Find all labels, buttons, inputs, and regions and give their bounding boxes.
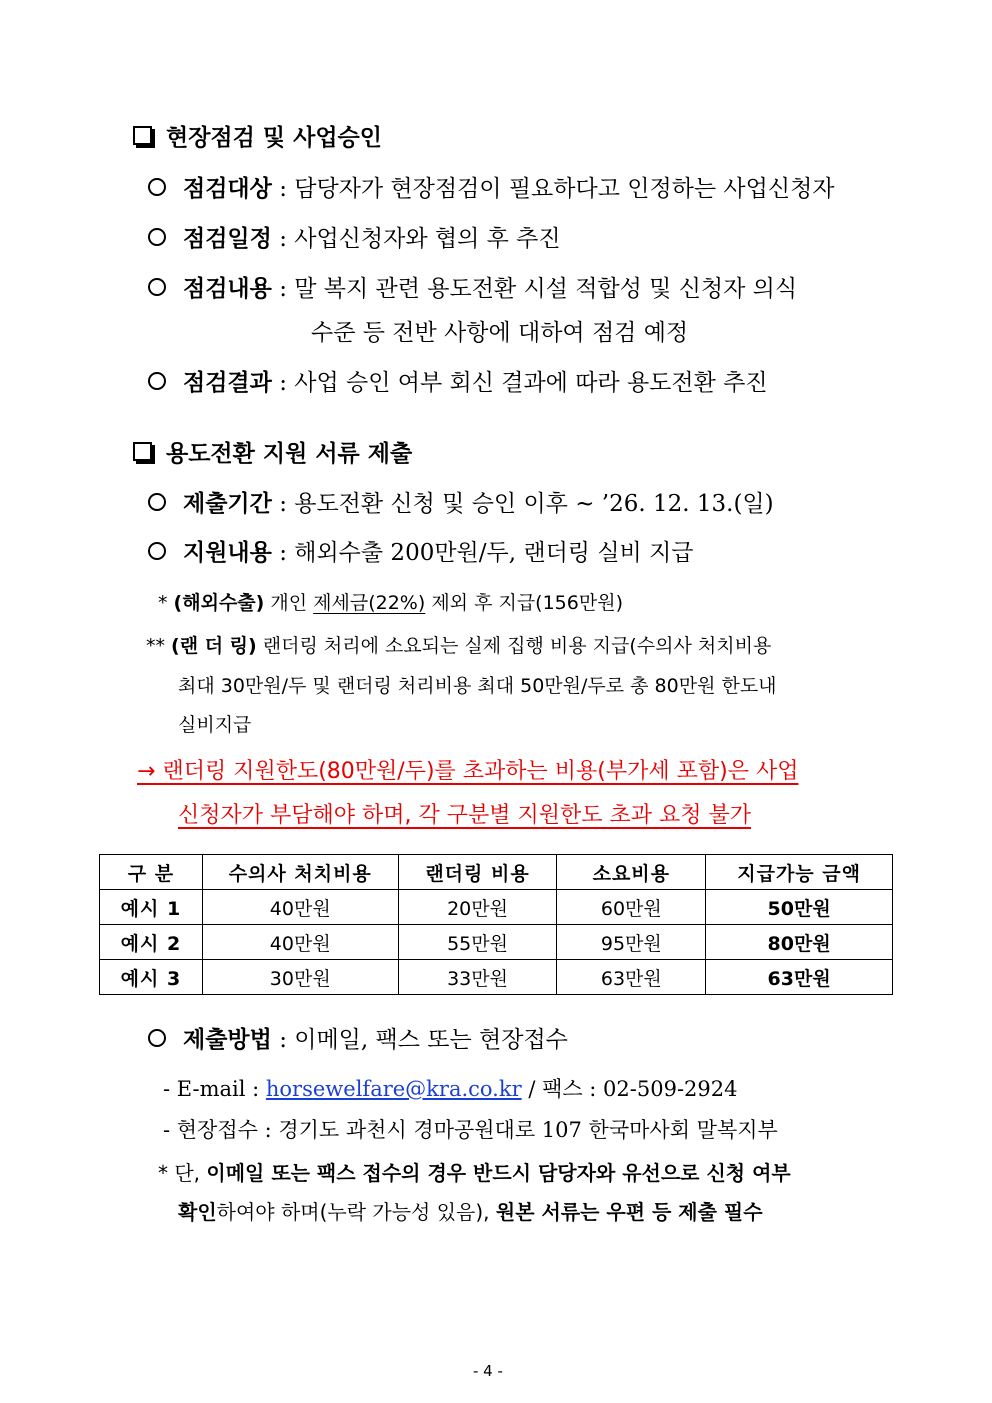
table-cell: 50만원 — [706, 890, 893, 925]
circle-bullet-icon — [148, 278, 166, 296]
circle-bullet-icon — [148, 228, 166, 246]
item-sep: : — [279, 276, 287, 302]
table-row — [100, 925, 893, 960]
arrow-right-icon: → — [137, 759, 156, 784]
circle-bullet-icon — [148, 493, 166, 511]
email-link[interactable]: horsewelfare@kra.co.kr — [265, 1077, 522, 1101]
item-sep: : — [279, 176, 287, 202]
email-prefix: - E-mail : — [163, 1077, 260, 1101]
note-underlined: 제세금(22%) — [313, 592, 426, 614]
table-header: 구 분 — [100, 855, 203, 890]
item-sep: : — [279, 226, 287, 252]
item-label: 제출방법 — [183, 1026, 272, 1053]
item-sep: : — [279, 491, 287, 517]
item-inspection-schedule — [183, 220, 561, 253]
table-header: 소요비용 — [557, 855, 706, 890]
table-cell: 33만원 — [398, 960, 557, 995]
page-number: - 4 - — [473, 1362, 503, 1380]
note-label: (랜 더 링) — [171, 635, 257, 657]
table-cell: 95만원 — [557, 925, 706, 960]
note-bold: 원본 서류는 우편 등 제출 필수 — [495, 1200, 763, 1224]
item-inspection-content — [183, 270, 797, 303]
item-submission-period — [183, 485, 774, 518]
table-cell: 30만원 — [202, 960, 398, 995]
onsite-line: - 현장접수 : 경기도 과천시 경마공원대로 107 한국마사회 말복지부 — [163, 1118, 778, 1142]
item-text: 이메일, 팩스 또는 현장접수 — [294, 1027, 568, 1053]
table-header: 수의사 처치비용 — [202, 855, 398, 890]
item-sep: : — [279, 370, 287, 396]
item-label: 점검일정 — [183, 225, 272, 252]
table-cell: 예시 1 — [100, 890, 203, 925]
item-inspection-result — [183, 364, 768, 397]
item-label: 지원내용 — [183, 539, 272, 566]
note-mark: ** — [146, 635, 165, 657]
note-bold: 확인 — [178, 1200, 217, 1224]
item-sep: : — [279, 540, 287, 566]
item-text: 용도전환 신청 및 승인 이후 ~ ’26. 12. 13.(일) — [294, 491, 774, 517]
item-label: 점검결과 — [183, 369, 272, 396]
table-header: 랜더링 비용 — [398, 855, 557, 890]
item-inspection-target — [183, 170, 835, 203]
item-label: 점검대상 — [183, 175, 272, 202]
note-text: 하여야 하며(누락 가능성 있음), — [216, 1200, 490, 1224]
circle-bullet-icon — [148, 372, 166, 390]
email-fax-line — [163, 1073, 738, 1103]
section-title-documents: 용도전환 지원 서류 제출 — [166, 440, 413, 467]
submission-note-line2 — [178, 1196, 763, 1225]
note-mark: * — [158, 1161, 168, 1185]
item-text: 사업신청자와 협의 후 추진 — [294, 226, 561, 252]
table-row — [100, 960, 893, 995]
note-bold: 이메일 또는 팩스 접수의 경우 반드시 담당자와 유선으로 신청 여부 — [206, 1161, 791, 1185]
warning-line1 — [137, 754, 798, 785]
item-label: 점검내용 — [183, 275, 272, 302]
table-cell: 60만원 — [557, 890, 706, 925]
table-row — [100, 890, 893, 925]
warning-text: 랜더링 지원한도(80만원/두)를 초과하는 비용(부가세 포함)은 사업 — [162, 759, 799, 784]
table-cell: 80만원 — [706, 925, 893, 960]
note-label: (해외수출) — [173, 592, 265, 614]
submission-note-line1 — [158, 1157, 791, 1186]
note-text: 랜더링 처리에 소요되는 실제 집행 비용 지급(수의사 처치비용 — [262, 635, 772, 657]
note-export — [158, 588, 623, 615]
fax-text: / 팩스 : 02-509-2924 — [528, 1077, 738, 1101]
item-text: 담당자가 현장점검이 필요하다고 인정하는 사업신청자 — [294, 176, 835, 202]
table-header-row — [100, 855, 893, 890]
item-text: 말 복지 관련 용도전환 시설 적합성 및 신청자 의식 — [294, 276, 798, 302]
item-support-content — [183, 534, 694, 567]
note-text: 단, — [174, 1161, 201, 1185]
circle-bullet-icon — [148, 542, 166, 560]
note-text: 개인 — [270, 592, 308, 614]
table-cell: 55만원 — [398, 925, 557, 960]
item-inspection-content-line2: 수준 등 전반 사항에 대하여 점검 예정 — [311, 320, 689, 346]
note-rendering-line3: 실비지급 — [178, 714, 252, 736]
checkbox-square-icon — [133, 126, 152, 145]
table-cell: 63만원 — [557, 960, 706, 995]
note-rendering — [146, 631, 771, 658]
checkbox-square-icon — [133, 442, 152, 461]
item-submission-method — [183, 1021, 568, 1054]
support-example-table — [99, 854, 893, 995]
table-cell: 40만원 — [202, 890, 398, 925]
table-cell: 40만원 — [202, 925, 398, 960]
table-cell: 예시 3 — [100, 960, 203, 995]
item-text: 해외수출 200만원/두, 랜더링 실비 지급 — [294, 540, 694, 566]
note-rendering-line2: 최대 30만원/두 및 랜더링 처리비용 최대 50만원/두로 총 80만원 한도내 — [178, 675, 777, 697]
table-cell: 예시 2 — [100, 925, 203, 960]
item-sep: : — [279, 1027, 287, 1053]
note-mark: * — [158, 592, 168, 614]
note-text: 제외 후 지급(156만원) — [431, 592, 623, 614]
item-text: 사업 승인 여부 회신 결과에 따라 용도전환 추진 — [294, 370, 768, 396]
table-header: 지급가능 금액 — [706, 855, 893, 890]
circle-bullet-icon — [148, 178, 166, 196]
circle-bullet-icon — [148, 1029, 166, 1047]
table-cell: 20만원 — [398, 890, 557, 925]
warning-line2: 신청자가 부담해야 하며, 각 구분별 지원한도 초과 요청 불가 — [178, 803, 751, 828]
table-cell: 63만원 — [706, 960, 893, 995]
section-title-inspection: 현장점검 및 사업승인 — [166, 124, 382, 151]
item-label: 제출기간 — [183, 490, 272, 517]
